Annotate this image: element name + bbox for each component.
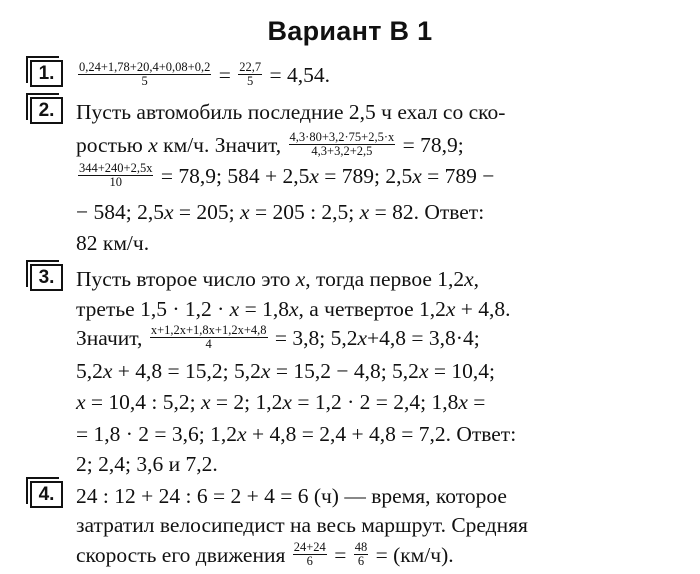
problem-2-line-2: ростью x км/ч. Значит, $\frac{4,3\cdot 80+3,2\cdot 75+2,5\cdot x}{4,3+3,2+2,5}$ = 78,9; <box>76 129 464 158</box>
problem-number-2: 2. <box>30 97 63 124</box>
fraction: $\frac{4,3\cdot 80+3,2\cdot 75+2,5\cdot x}{4,3+3,2+2,5}$ <box>289 129 395 158</box>
problem-number-1: 1. <box>30 60 63 87</box>
variant-title: Вариант В 1 <box>267 16 433 46</box>
fraction: $\frac{22,7}{5}$ <box>239 59 262 88</box>
fraction: $\frac{0,24+1,78+20,4+0,08+0,2}{5}$ <box>79 59 211 88</box>
problem-3-line-7: 2; 2,4; 3,6 и 7,2. <box>76 452 218 476</box>
problem-3-line-5: x = 10,4 : 5,2; x = 2; 1,2x = 1,2 · 2 = 2,4; 1,8x = <box>76 390 486 414</box>
problem-3-line-2: третье 1,5 · 1,2 · x = 1,8x, а четвертое 1,2x + 4,8. <box>76 297 511 321</box>
problem-4-line-2: затратил велосипедист на весь маршрут. Средняя <box>76 513 528 537</box>
fraction: $\frac{x+1,2x+1,8x+1,2x+4,8}{4}$ <box>150 322 267 351</box>
problem-4-line-1: 24 : 12 + 24 : 6 = 2 + 4 = 6 (ч) — время, которое <box>76 484 507 508</box>
problem-3-line-4: 5,2x + 4,8 = 15,2; 5,2x = 15,2 − 4,8; 5,2x = 10,4; <box>76 359 495 383</box>
problem-3-line-3: Значит, $\frac{x+1,2x+1,8x+1,2x+4,8}{4}$ = 3,8; 5,2x+4,8 = 3,8·4; <box>76 322 480 351</box>
problem-2-line-5: 82 км/ч. <box>76 231 150 255</box>
problem-4-line-3: скорость его движения $\frac{24+24}{6}$ = $\frac{48}{6}$ = (км/ч). <box>76 539 454 568</box>
problem-number-4: 4. <box>30 481 63 508</box>
problem-3-line-1: Пусть второе число это x, тогда первое 1,2x, <box>76 267 480 291</box>
problem-1-line-1: $\frac{0,24+1,78+20,4+0,08+0,2}{5}$ = $\frac{22,7}{5}$ = 4,54. <box>79 59 330 88</box>
fraction: $\frac{344+240+2,5x}{10}$ <box>79 160 153 189</box>
problem-2-line-1: Пусть автомобиль последние 2,5 ч ехал со ско- <box>76 100 506 124</box>
problem-number-3: 3. <box>30 264 63 291</box>
fraction: $\frac{24+24}{6}$ <box>293 539 326 568</box>
problem-2-line-4: − 584; 2,5x = 205; x = 205 : 2,5; x = 82. Ответ: <box>76 200 485 224</box>
fraction: $\frac{48}{6}$ <box>354 539 368 568</box>
problem-3-line-6: = 1,8 · 2 = 3,6; 1,2x + 4,8 = 2,4 + 4,8 = 7,2. Ответ: <box>76 422 517 446</box>
problem-2-line-3: $\frac{344+240+2,5x}{10}$ = 78,9; 584 + 2,5x = 789; 2,5x = 789 − <box>79 160 495 189</box>
